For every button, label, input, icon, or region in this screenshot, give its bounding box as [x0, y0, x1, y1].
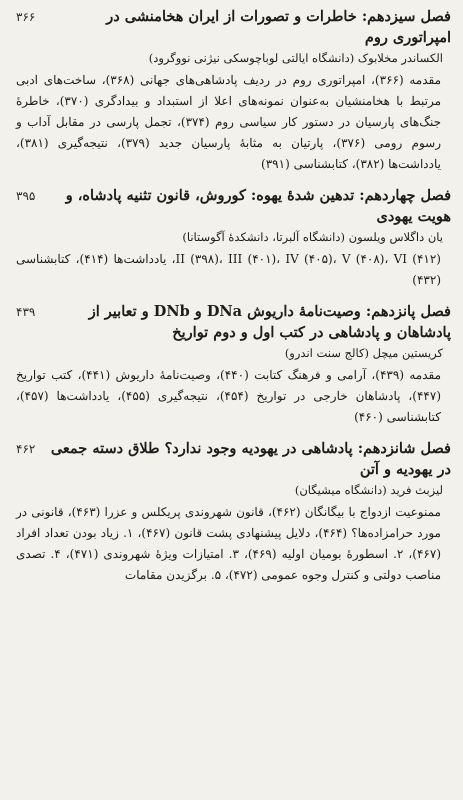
page-number: ۴۳۹	[16, 305, 36, 319]
chapter-14	[16, 185, 451, 291]
chapter-title: فصل سیزدهم: خاطرات و تصورات از ایران هخامنشی در امپراتوری روم	[106, 8, 451, 46]
chapter-sections: II (۳۹۸)، III (۴۰۱)، IV (۴۰۵)، V (۴۰۸)، VI (۴۱۲)، یادداشت‌ها (۴۱۴)، کتابشناسی (۴۳۲)	[16, 252, 441, 287]
chapter-author: الکساندر مخلابوک (دانشگاه ایالتی لوباچوسکی نیژنی نووگرود)	[148, 51, 443, 65]
page-number: ۴۶۲	[16, 442, 36, 456]
page-number: ۳۹۵	[16, 189, 36, 203]
chapter-author: لیزبث فرید (دانشگاه میشیگان)	[294, 483, 443, 497]
chapter-15	[16, 301, 451, 428]
chapter-16	[16, 438, 451, 586]
chapter-title: فصل پانزدهم: وصیت‌نامهٔ داریوش DNa و DNb و تعابیر از پادشاهان و پادشاهی در کتب اول و دوم تواریخ	[88, 303, 451, 341]
chapter-title-row	[16, 438, 451, 480]
page-number: ۳۶۶	[16, 10, 36, 24]
chapter-title: فصل چهاردهم: تدهین شدهٔ یهوه: کوروش، قانون تثنیه پادشاه، و هویت یهودی	[65, 187, 451, 225]
chapter-title-row	[16, 301, 451, 343]
chapter-sections: مقدمه (۳۶۶)، امپراتوری روم در ردیف پادشاهی‌های جهانی (۳۶۸)، ساخت‌های ادبی مرتبط با هخامنشیان به‌عنوان نمونه‌های اعلا از استبداد و بیدادگری (۳۷۰)، خاطرهٔ جنگ‌های پارسیان در دستور کار سیاسی روم (۳۷۴)، تجمل پارسی در مقابل آداب و رسوم رومی (۳۷۶)، پارتیان به مثابهٔ پارسیان جدید (۳۷۹)، نتیجه‌گیری (۳۸۱)، یادداشت‌ها (۳۸۲)، کتابشناسی (۳۹۱)	[16, 73, 442, 171]
chapter-author: یان داگلاس ویلسون (دانشگاه آلبرتا، دانشکدهٔ آگوستانا)	[182, 230, 443, 244]
chapter-sections: مقدمه (۴۳۹)، آرامی و فرهنگ کتابت (۴۴۰)، وصیت‌نامهٔ داریوش (۴۴۱)، کتب تواریخ (۴۴۷)، پادشاهان خارجی در تواریخ (۴۵۴)، نتیجه‌گیری (۴۵۵)، یادداشت‌ها (۴۵۷)، کتابشناسی (۴۶۰)	[16, 368, 442, 424]
chapter-title-row	[16, 185, 451, 227]
chapter-title: فصل شانزدهم: پادشاهی در یهودیه وجود ندارد؟ طلاق دسته جمعی در یهودیه و آتن	[50, 440, 451, 478]
chapter-author: کریستین میچل (کالج سنت اندرو)	[284, 346, 443, 360]
chapter-13	[16, 6, 451, 175]
chapter-sections: ممنوعیت ازدواج با بیگانگان (۴۶۲)، قانون شهروندی پریکلس و عزرا (۴۶۳)، قانونی در مورد حرامزاده‌ها؟ (۴۶۴)، دلایل پیشنهادی پشت قانون (۴۶۷)، ۱. زیاد بودن تعداد افراد (۴۶۷)، ۲. اسطورهٔ بومیان اولیه (۴۶۹)، ۳. امتیازات ویژهٔ شهروندی (۴۷۱)، ۴. تصدی مناصب دولتی و کنترل وجوه عمومی (۴۷۲)، ۵. برگزیدن مقامات	[16, 505, 441, 582]
chapter-title-row	[16, 6, 451, 48]
